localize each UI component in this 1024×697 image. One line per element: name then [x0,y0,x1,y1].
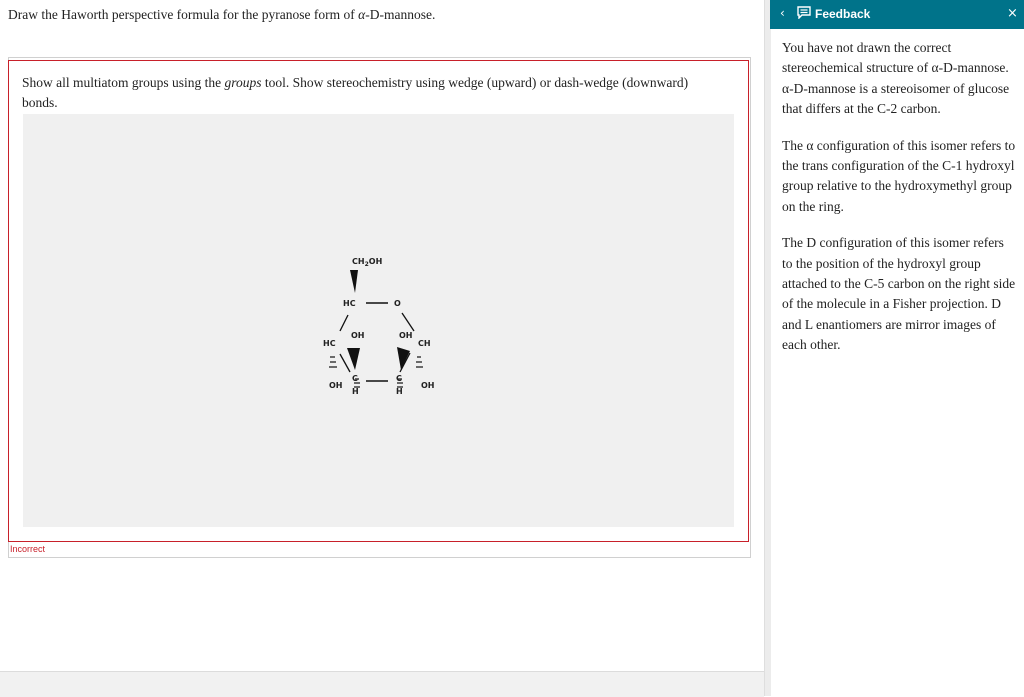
panel-divider[interactable] [764,0,771,696]
dash-bond-c4 [329,357,337,367]
label-oh-right-upper: OH [399,331,413,340]
feedback-paragraph-3: The D configuration of this isomer refers to the position of the hydroxyl group attached to the C-5 carbon on the right side of the molecule in a Fisher projection. D and L enantiomers are mirror images of each other. [782,235,1016,353]
feedback-paragraph-2: The α configuration of this isomer refers to the trans configuration of the C-1 hydroxyl group relative to the hydroxymethyl group on the ring. [782,137,1016,214]
label-oh-bottom-right: OH [421,381,435,390]
bottom-bar [0,671,764,697]
label-ch2oh: $CH_2OH$ [352,257,383,268]
feedback-paragraph-1: You have not drawn the correct stereochemical structure of α-D-mannose. α-D-mannose is a stereoisomer of glucose that differs at the C-2 carbon. [782,40,1010,117]
bond-o-c1 [402,313,414,331]
dash-bond-c1 [416,357,423,367]
bond-c4-c3 [340,354,350,372]
instructions-part2: tool. Show stereochemistry using wedge (upward) or dash-wedge (downward) bonds. [22,75,689,110]
feedback-title: Feedback [815,7,871,21]
status-incorrect: Incorrect [10,544,46,554]
collapse-chevron-icon[interactable]: ‹ [780,6,785,20]
label-hc-left: HC [323,339,336,348]
feedback-body [782,38,1016,372]
label-oh-bottom-left: OH [329,381,343,390]
bond-c5-c4 [340,315,348,331]
question-prefix: Draw the Haworth perspective formula for the pyranose form of [8,7,359,22]
label-h-right: H [396,387,403,396]
label-c-right: C [396,374,402,383]
question-compound: -D-mannose. [365,7,436,22]
instructions-groups: groups [224,75,262,90]
question-alpha: α [358,7,366,22]
wedge-bond-c4-oh [347,348,360,370]
label-oh-left-upper: OH [351,331,365,340]
label-c-left: C [352,374,358,383]
wedge-bond-c5-ch2oh [350,270,358,293]
close-icon[interactable]: × [1007,6,1018,21]
label-hc-top: HC [343,299,356,308]
feedback-comment-icon [797,6,811,19]
instructions-part1: Show all multiatom groups using the [22,75,225,90]
label-h-left: H [352,387,359,396]
feedback-header [770,0,1024,29]
label-ring-oxygen: O [394,299,401,308]
label-ch-right: CH [418,339,431,348]
